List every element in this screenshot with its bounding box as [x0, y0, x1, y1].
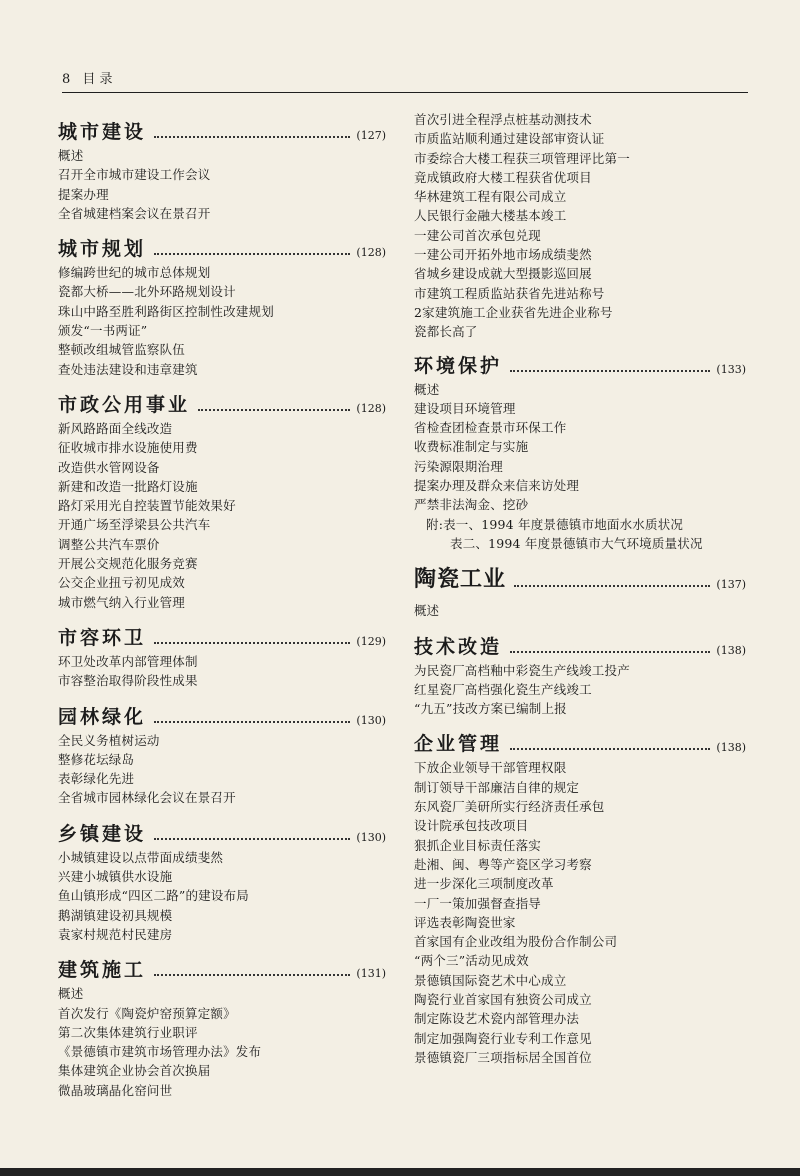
section-title: 技术改造	[414, 635, 503, 658]
toc-item: 全省城建档案会议在景召开	[58, 205, 211, 221]
toc-item: 集体建筑企业协会首次换届	[58, 1063, 211, 1079]
section-header	[414, 720, 746, 756]
section-items	[414, 758, 746, 1067]
section-title: 市容环卫	[58, 626, 147, 649]
toc-item: 瓷都长高了	[414, 324, 478, 340]
attachment-item: 附:表一、1994 年度景德镇市地面水水质状况	[426, 516, 684, 532]
section-management	[414, 720, 746, 1067]
leader-dots	[510, 370, 710, 372]
toc-item: 开展公交规范化服务竞赛	[58, 556, 198, 572]
construction-continued-list	[414, 110, 746, 342]
toc-item: 狠抓企业目标责任落实	[414, 837, 542, 853]
toc-item: 进一步深化三项制度改革	[414, 876, 554, 892]
toc-item: 景德镇国际瓷艺术中心成立	[414, 972, 567, 988]
section-items	[58, 652, 386, 691]
toc-item: 赴湘、闽、粤等产瓷区学习考察	[414, 856, 592, 872]
leader-dots	[154, 974, 350, 976]
left-column	[58, 108, 386, 1102]
toc-item: 瓷都大桥——北外环路规划设计	[58, 284, 236, 300]
toc-item: 首家国有企业改组为股份合作制公司	[414, 934, 618, 950]
leader-dots	[154, 253, 350, 255]
section-header	[414, 342, 746, 378]
toc-item: 袁家村规范村民建房	[58, 926, 173, 942]
toc-item: 新建和改造一批路灯设施	[58, 478, 198, 494]
toc-item: 提案办理	[58, 186, 109, 202]
toc-item: 第二次集体建筑行业职评	[58, 1024, 198, 1040]
leader-dots	[198, 409, 350, 411]
toc-item: 竟成镇政府大楼工程获省优项目	[414, 169, 592, 185]
leader-dots	[154, 838, 350, 840]
section-items	[414, 380, 746, 515]
toc-item: 市委综合大楼工程获三项管理评比第一	[414, 150, 630, 166]
section-items	[58, 848, 386, 944]
section-page: (129)	[356, 634, 386, 648]
toc-item: 提案办理及群众来信来访处理	[414, 478, 580, 494]
section-title: 城市规划	[58, 238, 147, 261]
toc-item: “九五”技改方案已编制上报	[414, 701, 567, 717]
toc-item: 微晶玻璃晶化窑问世	[58, 1082, 173, 1098]
section-tech	[414, 623, 746, 719]
toc-item: 制定加强陶瓷行业专利工作意见	[414, 1030, 592, 1046]
toc-item: 市质监站顺利通过建设部审资认证	[414, 131, 605, 147]
toc-item: 评选表彰陶瓷世家	[414, 914, 516, 930]
toc-item: 制订领导干部廉洁自律的规定	[414, 779, 580, 795]
toc-item: 建设项目环境管理	[414, 400, 516, 416]
section-page: (138)	[716, 741, 746, 755]
toc-item: 查处违法建设和违章建筑	[58, 361, 198, 377]
toc-item: 红星瓷厂高档强化瓷生产线竣工	[414, 681, 592, 697]
attachment-list	[414, 515, 746, 554]
toc-section	[58, 693, 386, 808]
toc-section	[58, 946, 386, 1100]
toc-section	[58, 614, 386, 691]
toc-section	[58, 108, 386, 223]
section-header	[58, 693, 386, 729]
section-header	[58, 108, 386, 144]
leader-dots	[154, 642, 350, 644]
section-title: 企业管理	[414, 733, 503, 756]
page-header	[62, 68, 748, 93]
toc-item: 征收城市排水设施使用费	[58, 440, 198, 456]
section-title: 园林绿化	[58, 705, 147, 728]
toc-item: 全省城市园林绿化会议在景召开	[58, 790, 236, 806]
toc-item: 小城镇建设以点带面成绩斐然	[58, 849, 224, 865]
toc-item: 省城乡建设成就大型摄影巡回展	[414, 266, 592, 282]
section-page: (128)	[356, 246, 386, 260]
toc-item: 省检查团检查景市环保工作	[414, 420, 567, 436]
leader-dots	[514, 585, 710, 587]
toc-item: 概述	[58, 148, 84, 163]
toc-item: 整顿改组城管监察队伍	[58, 342, 186, 358]
section-page: (138)	[716, 643, 746, 657]
section-header	[414, 557, 746, 593]
section-header	[58, 225, 386, 261]
toc-item: 调整公共汽车票价	[58, 536, 160, 552]
toc-item: 华林建筑工程有限公司成立	[414, 189, 567, 205]
toc-item: 一建公司开拓外地市场成绩斐然	[414, 247, 592, 263]
toc-item: 市容整治取得阶段性成果	[58, 673, 198, 689]
toc-item: 景德镇瓷厂三项指标居全国首位	[414, 1049, 592, 1065]
section-ceramics	[414, 557, 746, 620]
toc-item: 一建公司首次承包兑现	[414, 227, 542, 243]
section-page: (131)	[356, 967, 386, 981]
toc-item: 概述	[414, 381, 440, 397]
toc-item: 修编跨世纪的城市总体规划	[58, 265, 211, 281]
toc-item: 鹅湖镇建设初具规模	[58, 907, 173, 923]
section-title: 乡镇建设	[58, 822, 147, 845]
page-number: 8	[62, 72, 71, 87]
section-page: (130)	[356, 830, 386, 844]
toc-item: 下放企业领导干部管理权限	[414, 760, 567, 776]
toc-item: 为民瓷厂高档釉中彩瓷生产线竣工投产	[414, 662, 630, 678]
section-page: (127)	[356, 129, 386, 142]
toc-item: 制定陈设艺术瓷内部管理办法	[414, 1011, 580, 1027]
attachment-item: 表二、1994 年度景德镇市大气环境质量状况	[450, 535, 703, 551]
leader-dots	[154, 136, 350, 138]
toc-item: 市建筑工程质监站获省先进站称号	[414, 285, 605, 301]
toc-item: 概述	[58, 986, 84, 1002]
leader-dots	[510, 651, 710, 653]
toc-item: 颁发“一书两证”	[58, 323, 148, 339]
toc-section	[58, 810, 386, 944]
section-header	[58, 381, 386, 417]
section-environment	[414, 342, 746, 554]
toc-item: 珠山中路至胜利路街区控制性改建规划	[58, 303, 274, 319]
toc-item: 城市燃气纳入行业管理	[58, 594, 186, 610]
toc-item: 首次发行《陶瓷炉窑预算定额》	[58, 1005, 236, 1021]
section-title: 环境保护	[414, 354, 503, 377]
leader-dots	[510, 748, 710, 750]
toc-item: 一厂一策加强督查指导	[414, 895, 542, 911]
section-items	[58, 984, 386, 1100]
toc-item: 路灯采用光自控装置节能效果好	[58, 498, 236, 514]
toc-item: 全民义务植树运动	[58, 732, 160, 748]
overview-item: 概述	[414, 603, 440, 619]
section-page: (128)	[356, 401, 386, 415]
right-column	[414, 108, 746, 1069]
toc-item: 兴建小城镇供水设施	[58, 869, 173, 885]
section-header	[58, 614, 386, 650]
section-header	[58, 810, 386, 846]
header-title: 目 录	[82, 72, 113, 87]
section-title: 市政公用事业	[58, 393, 191, 416]
toc-item: 召开全市城市建设工作会议	[58, 167, 211, 183]
toc-item: 陶瓷行业首家国有独资公司成立	[414, 991, 592, 1007]
section-title: 建筑施工	[58, 959, 147, 982]
toc-item: 收费标准制定与实施	[414, 439, 529, 455]
toc-item: 改造供水管网设备	[58, 459, 160, 475]
section-items	[58, 419, 386, 612]
toc-item: 首次引进全程浮点桩基动测技术	[414, 112, 592, 127]
toc-item: 新风路路面全线改造	[58, 420, 173, 436]
section-items	[58, 146, 386, 223]
toc-item: 人民银行金融大楼基本竣工	[414, 208, 567, 224]
section-page: (130)	[356, 713, 386, 727]
toc-item: 公交企业扭亏初见成效	[58, 575, 186, 591]
section-header	[58, 946, 386, 982]
toc-item: 设计院承包技改项目	[414, 818, 529, 834]
leader-dots	[154, 721, 350, 723]
toc-section	[58, 381, 386, 612]
section-page: (133)	[716, 362, 746, 376]
toc-item: 《景德镇市建筑市场管理办法》发布	[58, 1044, 262, 1060]
section-title: 陶瓷工业	[414, 566, 507, 593]
toc-item: 表彰绿化先进	[58, 771, 135, 787]
toc-item: 严禁非法淘金、挖砂	[414, 497, 529, 513]
toc-item: 开通广场至浮梁县公共汽车	[58, 517, 211, 533]
section-items	[58, 731, 386, 808]
toc-item: “两个三”活动见成效	[414, 953, 529, 969]
toc-item: 东风瓷厂美研所实行经济责任承包	[414, 799, 605, 815]
toc-section	[58, 225, 386, 379]
section-items	[414, 661, 746, 719]
toc-item: 整修花坛绿岛	[58, 751, 135, 767]
section-title: 城市建设	[58, 121, 147, 143]
section-header	[414, 623, 746, 659]
section-items	[58, 263, 386, 379]
toc-item: 2家建筑施工企业获省先进企业称号	[414, 304, 613, 320]
section-page: (137)	[716, 578, 746, 592]
toc-item: 环卫处改革内部管理体制	[58, 653, 198, 669]
toc-item: 鱼山镇形成“四区二路”的建设布局	[58, 888, 249, 904]
bottom-edge	[0, 1168, 800, 1176]
toc-item: 污染源限期治理	[414, 458, 503, 474]
